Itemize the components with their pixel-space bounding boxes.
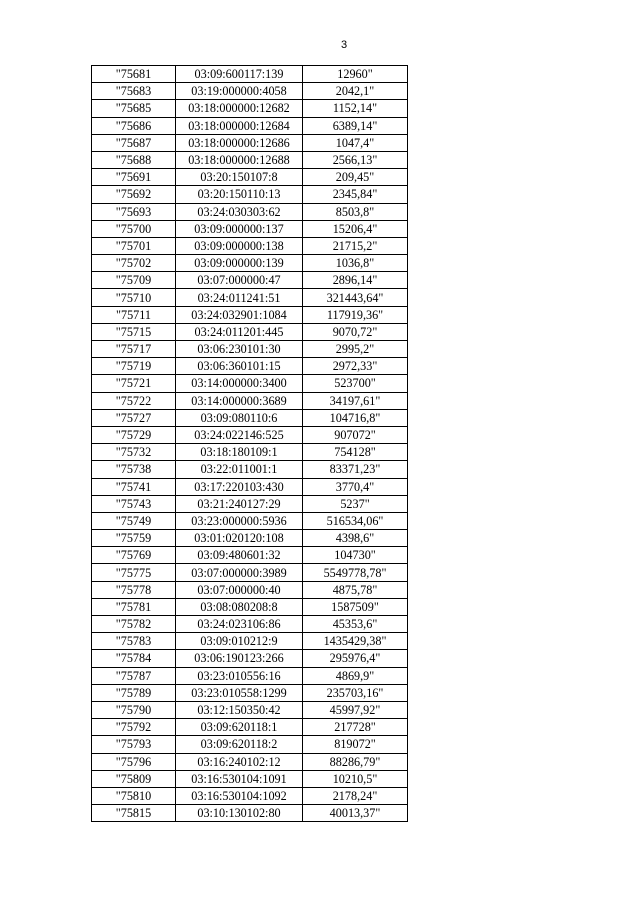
- value-cell: 2995,2": [303, 341, 408, 358]
- table-row: [92, 478, 408, 495]
- cadastral-number-cell: 03:06:230101:30: [176, 341, 303, 358]
- cadastral-number-cell: 03:09:600117:139: [176, 66, 303, 83]
- table-row: [92, 409, 408, 426]
- record-number-cell: "75719: [92, 358, 176, 375]
- cadastral-number-cell: 03:10:130102:80: [176, 805, 303, 822]
- value-cell: 819072": [303, 736, 408, 753]
- record-number-cell: "75692: [92, 186, 176, 203]
- value-cell: 5549778,78": [303, 564, 408, 581]
- value-cell: 5237": [303, 495, 408, 512]
- record-number-cell: "75681: [92, 66, 176, 83]
- table-row: [92, 598, 408, 615]
- cadastral-number-cell: 03:16:530104:1091: [176, 770, 303, 787]
- table-row: [92, 684, 408, 701]
- cadastral-number-cell: 03:09:620118:1: [176, 719, 303, 736]
- record-number-cell: "75687: [92, 134, 176, 151]
- record-number-cell: "75749: [92, 512, 176, 529]
- table-row: [92, 100, 408, 117]
- cadastral-number-cell: 03:21:240127:29: [176, 495, 303, 512]
- cadastral-number-cell: 03:09:620118:2: [176, 736, 303, 753]
- record-number-cell: "75787: [92, 667, 176, 684]
- table-row: [92, 736, 408, 753]
- cadastral-number-cell: 03:17:220103:430: [176, 478, 303, 495]
- page-number: 3: [340, 39, 348, 51]
- record-number-cell: "75792: [92, 719, 176, 736]
- value-cell: 2178,24": [303, 787, 408, 804]
- record-number-cell: "75722: [92, 392, 176, 409]
- table-row: [92, 650, 408, 667]
- cadastral-number-cell: 03:22:011001:1: [176, 461, 303, 478]
- record-number-cell: "75727: [92, 409, 176, 426]
- value-cell: 1047,4": [303, 134, 408, 151]
- value-cell: 34197,61": [303, 392, 408, 409]
- record-number-cell: "75721: [92, 375, 176, 392]
- record-number-cell: "75796: [92, 753, 176, 770]
- cadastral-number-cell: 03:09:080110:6: [176, 409, 303, 426]
- cadastral-number-cell: 03:09:000000:139: [176, 255, 303, 272]
- table-row: [92, 770, 408, 787]
- cadastral-number-cell: 03:18:180109:1: [176, 444, 303, 461]
- record-number-cell: "75729: [92, 426, 176, 443]
- table-row: [92, 203, 408, 220]
- table-row: [92, 701, 408, 718]
- record-number-cell: "75715: [92, 323, 176, 340]
- value-cell: 1435429,38": [303, 633, 408, 650]
- value-cell: 295976,4": [303, 650, 408, 667]
- table-row: [92, 581, 408, 598]
- cadastral-number-cell: 03:09:010212:9: [176, 633, 303, 650]
- record-number-cell: "75686: [92, 117, 176, 134]
- table-row: [92, 66, 408, 83]
- record-number-cell: "75701: [92, 237, 176, 254]
- value-cell: 321443,64": [303, 289, 408, 306]
- table-row: [92, 805, 408, 822]
- value-cell: 4875,78": [303, 581, 408, 598]
- cadastral-number-cell: 03:14:000000:3400: [176, 375, 303, 392]
- cadastral-number-cell: 03:24:022146:525: [176, 426, 303, 443]
- value-cell: 1152,14": [303, 100, 408, 117]
- record-number-cell: "75700: [92, 220, 176, 237]
- value-cell: 104716,8": [303, 409, 408, 426]
- value-cell: 523700": [303, 375, 408, 392]
- record-number-cell: "75743: [92, 495, 176, 512]
- record-number-cell: "75711: [92, 306, 176, 323]
- records-table-body: [92, 66, 408, 822]
- table-row: [92, 375, 408, 392]
- record-number-cell: "75759: [92, 530, 176, 547]
- value-cell: 40013,37": [303, 805, 408, 822]
- record-number-cell: "75783: [92, 633, 176, 650]
- cadastral-number-cell: 03:24:032901:1084: [176, 306, 303, 323]
- cadastral-number-cell: 03:18:000000:12686: [176, 134, 303, 151]
- record-number-cell: "75717: [92, 341, 176, 358]
- table-row: [92, 186, 408, 203]
- cadastral-number-cell: 03:23:010556:16: [176, 667, 303, 684]
- record-number-cell: "75815: [92, 805, 176, 822]
- table-row: [92, 272, 408, 289]
- cadastral-number-cell: 03:24:011241:51: [176, 289, 303, 306]
- table-row: [92, 392, 408, 409]
- cadastral-number-cell: 03:18:000000:12682: [176, 100, 303, 117]
- table-row: [92, 616, 408, 633]
- table-row: [92, 358, 408, 375]
- record-number-cell: "75784: [92, 650, 176, 667]
- cadastral-number-cell: 03:09:000000:137: [176, 220, 303, 237]
- value-cell: 8503,8": [303, 203, 408, 220]
- record-number-cell: "75775: [92, 564, 176, 581]
- cadastral-number-cell: 03:01:020120:108: [176, 530, 303, 547]
- cadastral-number-cell: 03:20:150110:13: [176, 186, 303, 203]
- table-row: [92, 323, 408, 340]
- value-cell: 217728": [303, 719, 408, 736]
- cadastral-number-cell: 03:09:000000:138: [176, 237, 303, 254]
- record-number-cell: "75685: [92, 100, 176, 117]
- value-cell: 10210,5": [303, 770, 408, 787]
- cadastral-number-cell: 03:08:080208:8: [176, 598, 303, 615]
- table-row: [92, 134, 408, 151]
- table-row: [92, 255, 408, 272]
- cadastral-number-cell: 03:18:000000:12688: [176, 151, 303, 168]
- record-number-cell: "75702: [92, 255, 176, 272]
- cadastral-number-cell: 03:07:000000:47: [176, 272, 303, 289]
- value-cell: 209,45": [303, 169, 408, 186]
- record-number-cell: "75693: [92, 203, 176, 220]
- value-cell: 88286,79": [303, 753, 408, 770]
- value-cell: 754128": [303, 444, 408, 461]
- table-row: [92, 495, 408, 512]
- record-number-cell: "75741: [92, 478, 176, 495]
- value-cell: 907072": [303, 426, 408, 443]
- table-row: [92, 341, 408, 358]
- cadastral-number-cell: 03:06:360101:15: [176, 358, 303, 375]
- table-row: [92, 151, 408, 168]
- table-row: [92, 306, 408, 323]
- table-row: [92, 547, 408, 564]
- value-cell: 2345,84": [303, 186, 408, 203]
- cadastral-number-cell: 03:23:000000:5936: [176, 512, 303, 529]
- table-row: [92, 117, 408, 134]
- value-cell: 117919,36": [303, 306, 408, 323]
- cadastral-number-cell: 03:06:190123:266: [176, 650, 303, 667]
- value-cell: 45353,6": [303, 616, 408, 633]
- cadastral-number-cell: 03:23:010558:1299: [176, 684, 303, 701]
- record-number-cell: "75738: [92, 461, 176, 478]
- cadastral-number-cell: 03:16:240102:12: [176, 753, 303, 770]
- value-cell: 3770,4": [303, 478, 408, 495]
- table-row: [92, 461, 408, 478]
- value-cell: 12960": [303, 66, 408, 83]
- record-number-cell: "75769: [92, 547, 176, 564]
- value-cell: 2566,13": [303, 151, 408, 168]
- cadastral-number-cell: 03:09:480601:32: [176, 547, 303, 564]
- value-cell: 2972,33": [303, 358, 408, 375]
- table-row: [92, 237, 408, 254]
- cadastral-number-cell: 03:14:000000:3689: [176, 392, 303, 409]
- value-cell: 15206,4": [303, 220, 408, 237]
- table-row: [92, 633, 408, 650]
- record-number-cell: "75688: [92, 151, 176, 168]
- value-cell: 516534,06": [303, 512, 408, 529]
- cadastral-number-cell: 03:18:000000:12684: [176, 117, 303, 134]
- record-number-cell: "75781: [92, 598, 176, 615]
- record-number-cell: "75683: [92, 83, 176, 100]
- cadastral-number-cell: 03:24:011201:445: [176, 323, 303, 340]
- value-cell: 4869,9": [303, 667, 408, 684]
- value-cell: 2042,1": [303, 83, 408, 100]
- cadastral-number-cell: 03:12:150350:42: [176, 701, 303, 718]
- value-cell: 6389,14": [303, 117, 408, 134]
- table-row: [92, 512, 408, 529]
- cadastral-number-cell: 03:16:530104:1092: [176, 787, 303, 804]
- record-number-cell: "75778: [92, 581, 176, 598]
- value-cell: 104730": [303, 547, 408, 564]
- value-cell: 21715,2": [303, 237, 408, 254]
- record-number-cell: "75809: [92, 770, 176, 787]
- table-row: [92, 444, 408, 461]
- cadastral-number-cell: 03:07:000000:3989: [176, 564, 303, 581]
- value-cell: 1036,8": [303, 255, 408, 272]
- value-cell: 1587509": [303, 598, 408, 615]
- cadastral-number-cell: 03:24:030303:62: [176, 203, 303, 220]
- record-number-cell: "75810: [92, 787, 176, 804]
- records-table: [91, 65, 408, 822]
- table-row: [92, 169, 408, 186]
- cadastral-number-cell: 03:24:023106:86: [176, 616, 303, 633]
- value-cell: 235703,16": [303, 684, 408, 701]
- value-cell: 83371,23": [303, 461, 408, 478]
- record-number-cell: "75793: [92, 736, 176, 753]
- cadastral-number-cell: 03:07:000000:40: [176, 581, 303, 598]
- value-cell: 2896,14": [303, 272, 408, 289]
- table-row: [92, 719, 408, 736]
- table-row: [92, 530, 408, 547]
- value-cell: 45997,92": [303, 701, 408, 718]
- table-row: [92, 564, 408, 581]
- table-row: [92, 289, 408, 306]
- cadastral-number-cell: 03:19:000000:4058: [176, 83, 303, 100]
- value-cell: 4398,6": [303, 530, 408, 547]
- record-number-cell: "75789: [92, 684, 176, 701]
- table-row: [92, 667, 408, 684]
- record-number-cell: "75732: [92, 444, 176, 461]
- table-row: [92, 787, 408, 804]
- record-number-cell: "75710: [92, 289, 176, 306]
- value-cell: 9070,72": [303, 323, 408, 340]
- table-row: [92, 220, 408, 237]
- table-row: [92, 426, 408, 443]
- record-number-cell: "75782: [92, 616, 176, 633]
- record-number-cell: "75709: [92, 272, 176, 289]
- cadastral-number-cell: 03:20:150107:8: [176, 169, 303, 186]
- record-number-cell: "75790: [92, 701, 176, 718]
- record-number-cell: "75691: [92, 169, 176, 186]
- table-row: [92, 753, 408, 770]
- table-row: [92, 83, 408, 100]
